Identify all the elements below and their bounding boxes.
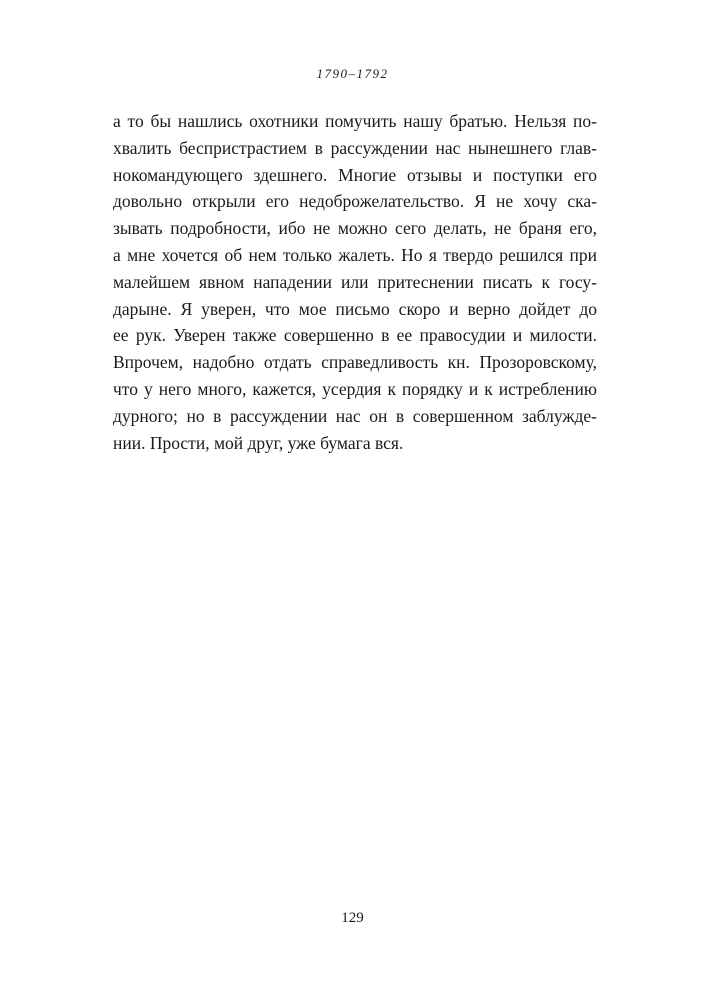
text-line: зывать подробности, ибо не можно сего делать, не браня его, bbox=[113, 218, 597, 239]
text-line: дарыне. Я уверен, что мое письмо скоро и верно дойдет до bbox=[113, 298, 597, 319]
text-line: Впрочем, надобно отдать справедливость кн. Прозоровскому, bbox=[113, 352, 597, 373]
text-line: нокомандующего здешнего. Многие отзывы и поступки его bbox=[113, 164, 597, 185]
running-head: 1790–1792 bbox=[316, 66, 389, 81]
text-line: хвалить беспристрастием в рассуждении нас нынешнего глав- bbox=[113, 137, 597, 158]
text-line: нии. Прости, мой друг, уже бумага вся. bbox=[113, 432, 404, 453]
body-text bbox=[113, 108, 597, 456]
text-line: что у него много, кажется, усердия к порядку и к истреблению bbox=[113, 378, 597, 399]
text-line: ее рук. Уверен также совершенно в ее правосудии и милости. bbox=[113, 325, 597, 346]
text-line: а то бы нашлись охотники помучить нашу братью. Нельзя по- bbox=[113, 111, 597, 131]
text-line: а мне хочется об нем только жалеть. Но я твердо решился при bbox=[113, 244, 597, 265]
text-line: малейшем явном нападении или притеснении писать к госу- bbox=[113, 271, 597, 292]
text-line: довольно открыли его недоброжелательство. Я не хочу ска- bbox=[113, 191, 597, 212]
page-number: 129 bbox=[341, 910, 364, 926]
text-line: дурного; но в рассуждении нас он в совершенном заблужде- bbox=[113, 405, 597, 426]
